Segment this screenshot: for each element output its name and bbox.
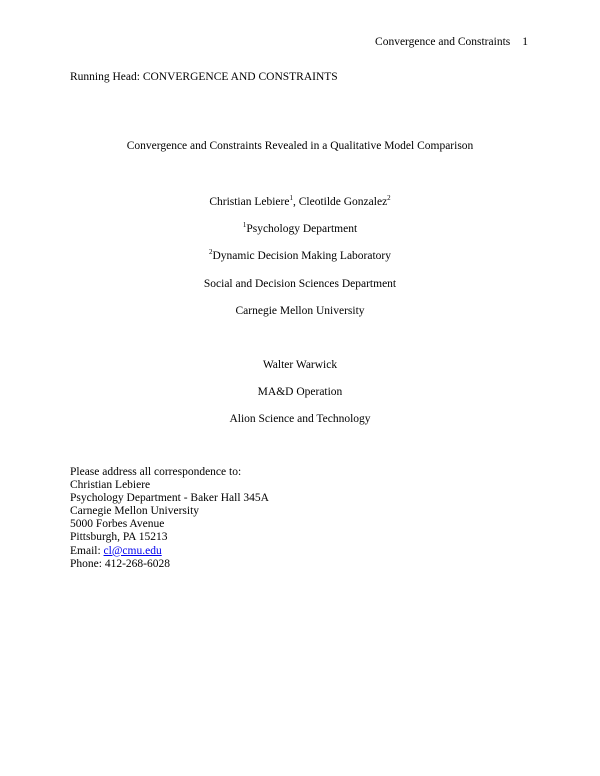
correspondence-name: Christian Lebiere bbox=[70, 479, 151, 492]
affiliation-3-text: Social and Decision Sciences Department bbox=[203, 278, 397, 290]
page-header bbox=[375, 36, 528, 48]
author-line bbox=[0, 196, 600, 208]
affiliation-2-superscript: 2 bbox=[208, 248, 213, 257]
correspondence-intro: Please address all correspondence to: bbox=[70, 466, 242, 478]
email-link[interactable]: cl@cmu.edu bbox=[103, 544, 162, 557]
correspondence-address-line-2: Carnegie Mellon University bbox=[70, 505, 200, 518]
correspondence-email-line bbox=[70, 545, 269, 558]
affiliation-3 bbox=[0, 278, 600, 290]
third-author-name: Walter Warwick bbox=[262, 359, 338, 371]
author-1-name: Christian Lebiere bbox=[209, 196, 290, 208]
correspondence-block bbox=[70, 466, 269, 571]
third-author-organization: Alion Science and Technology bbox=[229, 413, 371, 425]
author-separator: , bbox=[292, 196, 299, 208]
header-short-title: Convergence and Constraints bbox=[375, 36, 511, 48]
affiliation-1-text: Psychology Department bbox=[246, 223, 358, 235]
affiliation-4 bbox=[0, 305, 600, 317]
affiliation-1-superscript: 1 bbox=[242, 221, 247, 230]
affiliation-2-text: Dynamic Decision Making Laboratory bbox=[212, 250, 392, 262]
correspondence-address-line-4: Pittsburgh, PA 15213 bbox=[70, 531, 168, 544]
affiliation-2 bbox=[0, 250, 600, 262]
third-author-unit: MA&D Operation bbox=[257, 386, 343, 398]
running-head: Running Head: CONVERGENCE AND CONSTRAINTS bbox=[70, 71, 338, 83]
author-2-superscript: 2 bbox=[387, 194, 391, 203]
email-label: Email: bbox=[70, 544, 104, 557]
paper-title: Convergence and Constraints Revealed in a Qualitative Model Comparison bbox=[126, 140, 474, 152]
correspondence-address-line-1: Psychology Department - Baker Hall 345A bbox=[70, 492, 269, 505]
page-number: 1 bbox=[522, 36, 528, 48]
correspondence-address-line-3: 5000 Forbes Avenue bbox=[70, 518, 165, 531]
affiliation-4-text: Carnegie Mellon University bbox=[235, 305, 365, 317]
affiliation-1 bbox=[0, 223, 600, 235]
author-2-name: Cleotilde Gonzalez bbox=[298, 196, 388, 208]
author-1-superscript: 1 bbox=[289, 194, 293, 203]
correspondence-phone: Phone: 412-268-6028 bbox=[70, 557, 170, 570]
